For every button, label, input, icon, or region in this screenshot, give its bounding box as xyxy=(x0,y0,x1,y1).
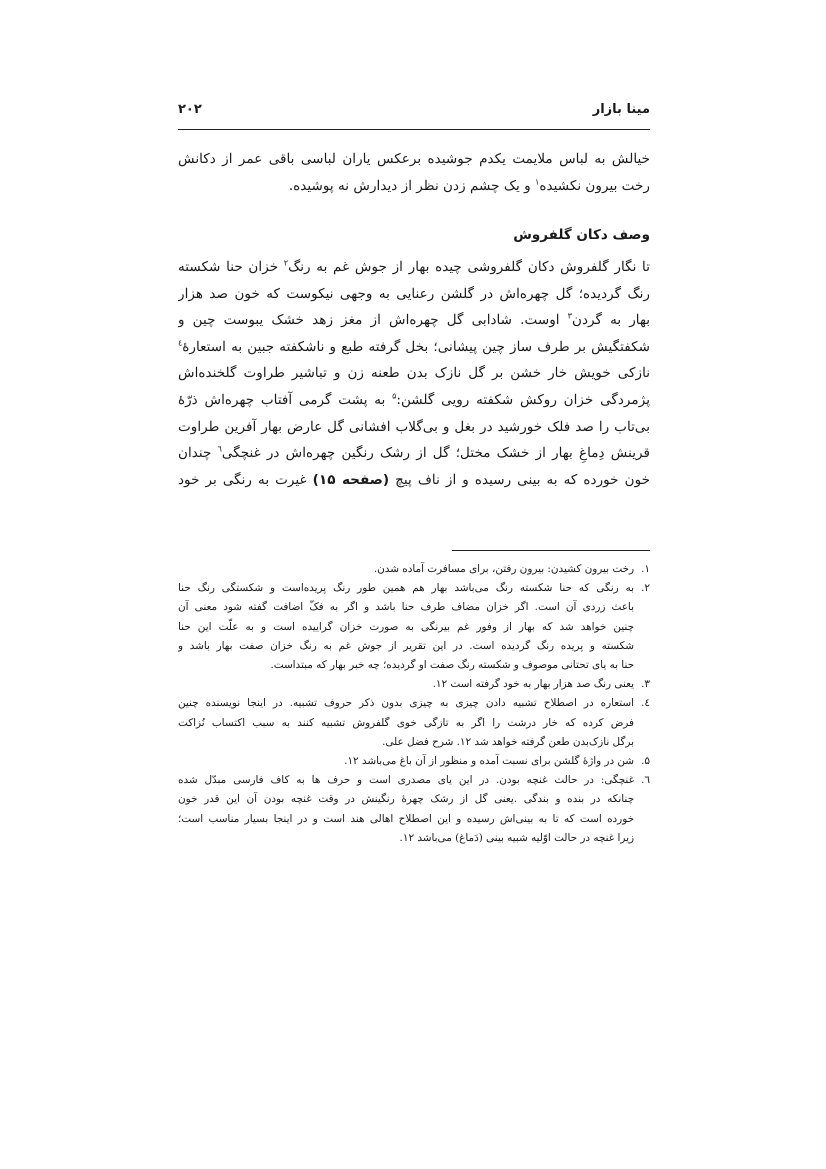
footnote-number: ۳. xyxy=(641,678,650,691)
text-line: تا نگار گلفروش دکان گلفروشی چیده بهار از جوش غم به رنگ$^۲$ خزان حنا شکسته xyxy=(178,258,650,275)
text-line: شکفتگیش بر طرف ساز چین پیشانی؛ بخل گرفته طبع و ناشکفته جبین به استعارهٔ$^٤$ xyxy=(178,338,650,355)
footnote-ref: ۳ xyxy=(567,311,572,321)
footnote-divider xyxy=(452,550,650,551)
footnote-item xyxy=(178,771,650,848)
header-divider xyxy=(178,129,650,130)
section-heading: وصف دکان گلفروش xyxy=(513,227,650,243)
footnote-item xyxy=(178,579,650,675)
footnote-line: باعث زردی آن است. اگر خزان مضاف طرف حنا باشد و اگر به فکّ اضافت گفته شود معنی آن xyxy=(178,601,634,614)
footnote-line: شکسته و پریده رنگ گردیده است. در این تقریر از جوش غم به رنگ خزان صفت بهار باشد و xyxy=(178,639,634,652)
text-line: قرینش دِماغِ بهار از خشک مختل؛ گل از رشک رنگین چهره‌اش در غنچگی$^٦$ چندان xyxy=(178,444,650,462)
footnote-line: یعنی رنگ صد هزار بهار به خود گرفته است ۱۲. xyxy=(432,678,634,691)
page-header xyxy=(178,98,650,122)
footnote-ref: ٦ xyxy=(217,444,222,454)
text-line: خون خورده که به بینی رسیده و از ناف پیچ (صفحه ۱۵) غیرت به رنگی بر خود xyxy=(178,471,650,488)
footnote-line: رخت بیرون کشیدن: بیرون رفتن، برای مسافرت آماده شدن. xyxy=(373,563,634,575)
footnote-number: ۱. xyxy=(641,563,650,575)
text-line: بی‌تاب را صد فلک خورشید در بغل و بی‌گلاب افشانی گل عارض بهار آفرین طراوت xyxy=(178,418,650,435)
footnote-item xyxy=(178,560,650,579)
text-line: نازکی خویش خار خشن بر گل نازک بدن طعنه زن و تباشیر طراوت گلخنده‌اش xyxy=(178,365,650,382)
footnote-line: خورده است که تا به بینی‌اش رسیده و این اصطلاح اهالی هند است و در اینجا بسیار مناسب است؛ xyxy=(178,812,634,825)
footnote-line: چنین خواهد شد که بهار از وفور غم بیرنگی به صورت خزان گراییده است و به علّت این حنا xyxy=(178,620,634,633)
footnote-number: ۲. xyxy=(641,582,650,595)
footnote-number: ٤. xyxy=(641,697,650,710)
paragraph-2 xyxy=(178,254,650,493)
footnote-line: غنچگی: در حالت غنچه بودن. در این یای مصدری است و حرف ها به کاف فارسی مبدّل شده xyxy=(178,774,634,787)
footnote-line: زیرا غنچه در حالت اوّلیه شبیه بینی (دَماغ) می‌باشد ۱۲. xyxy=(399,831,634,844)
text-line: رنگ گردیده؛ گل چهره‌اش در گلشن رعنایی به وجهی نیکوست که خون صد هزار xyxy=(178,285,650,302)
footnote-number: ۵. xyxy=(641,755,650,768)
footnotes xyxy=(178,560,650,848)
paragraph-1 xyxy=(178,146,650,199)
footnote-line: استعاره در اصطلاح تشبیه دادن چیزی به چیزی بدون ذکر حروف تشبیه. در اینجا نویسنده چنین xyxy=(178,697,634,710)
text-line: خیالش به لباس ملایمت یکدم جوشیده برعکس یاران لباسی باقی عمر از دکانش xyxy=(178,151,650,167)
footnote-line: برگل نازک‌بدن طعن گرفته خواهد شد ۱۲. شرح فضل علی. xyxy=(382,735,634,748)
page-number: ۲۰۲ xyxy=(178,102,202,117)
footnote-line: شن در واژهٔ گلشن برای نسبت آمده و منظور از آن باغ می‌باشد ۱۲. xyxy=(344,755,634,768)
footnote-item xyxy=(178,694,650,752)
footnote-line: چنانکه در بنده و بندگی .یعنی گل از رشک چهرهٔ رنگینش در وقت غنچه بودن آن این قدر خون xyxy=(178,793,634,806)
page-reference: (صفحه ۱۵) xyxy=(312,471,390,488)
footnote-ref: ٤ xyxy=(178,338,183,348)
footnote-item xyxy=(178,675,650,694)
footnote-ref: ۲ xyxy=(283,258,289,268)
footnote-ref: ۱ xyxy=(535,177,540,187)
footnote-item xyxy=(178,752,650,771)
running-title: مینا بازار xyxy=(592,102,650,117)
footnote-line: حنا به یای تحتانی موصوف و شکسته رنگ صفت او گردیده؛ چه خبر بهار که مبتداست. xyxy=(270,659,634,672)
footnote-number: ٦. xyxy=(641,774,650,787)
text-line: بهار به گردن$^۳$ اوست. شادابی گل چهره‌اش از مغز زهد خشک یبوست چین و xyxy=(178,311,650,329)
text-line: پژمردگی خزان روکش شکفته رویی گلشن:$^۵$ به پشت گرمی آفتاب چهره‌اش ذرّهٔ xyxy=(178,391,650,408)
text-line: رخت بیرون نکشیده$^۱$ و یک چشم زدن نظر از دیدارش نه پوشیده. xyxy=(288,177,650,194)
footnote-ref: ۵ xyxy=(392,391,397,401)
footnote-line: فرض کرده که خار درشت را اگر به تازگی خوی گلفروش تشبیه کنند به سبب اکتساب نُزاکت xyxy=(178,716,634,729)
footnote-line: به رنگی که حنا شکسته رنگ می‌باشد بهار هم همین طور رنگ پریده‌است و شکستگی رنگ حنا xyxy=(178,582,634,595)
